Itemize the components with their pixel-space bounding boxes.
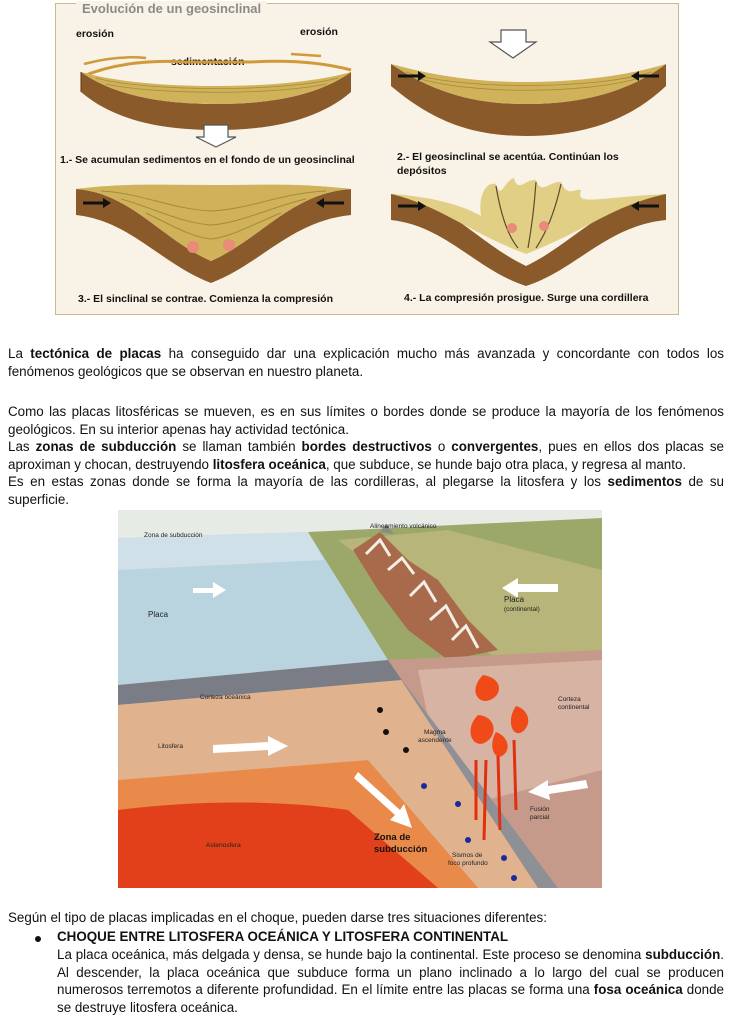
partial-melt-label-1: Fusión <box>530 806 550 813</box>
caption-3: 3.- El sinclinal se contrae. Comienza la compresión <box>78 293 333 305</box>
paragraph-plate-tectonics <box>8 345 724 380</box>
bold-term: zonas de subducción <box>35 439 177 454</box>
stage-2-diagram <box>386 24 671 154</box>
text-run: de su superficie. <box>8 474 724 507</box>
text-run: Es en estas zonas donde se forma la mayoría de las cordilleras, al plegarse la litosfera y los <box>8 474 608 489</box>
text-run: ha conseguido dar una explicación mucho más avanzada y concordante con todos los fenómenos geológicos que se observan en nuestro planeta. <box>8 346 725 379</box>
bold-term: sedimentos <box>607 474 682 489</box>
text-run: donde se destruye litosfera oceánica. <box>57 982 724 1015</box>
bold-term: litosfera oceánica <box>212 456 326 472</box>
text-run: La placa oceánica, más delgada y densa, se hunde bajo la continental. Este proceso se denomina <box>57 947 646 962</box>
paragraph-plate-boundaries <box>8 403 724 508</box>
erosion-label-right: erosión <box>300 26 338 38</box>
continental-crust-label-2: continental <box>558 704 590 711</box>
bold-term: convergentes <box>451 439 539 454</box>
erosion-label-left: erosión <box>76 28 114 40</box>
figure-title: Evolución de un geosinclinal <box>76 1 267 16</box>
magma-label-1: Magma <box>424 729 446 736</box>
magma-label-2: ascendente <box>418 737 452 744</box>
text-run: o <box>431 439 452 454</box>
caption-2b: depósitos <box>397 165 447 177</box>
stage-3-diagram <box>71 179 356 289</box>
volcanic-alignment-label: Alineamiento volcánico <box>370 523 437 530</box>
subduction-diagram <box>118 510 602 888</box>
subduction-zone-top-label: Zona de subducción <box>144 532 203 539</box>
sedimentation-label: sedimentación <box>171 56 245 68</box>
stage-1-diagram <box>76 42 356 152</box>
subduction-figure <box>118 510 602 888</box>
bullet-marker <box>35 936 41 942</box>
text-run: se llaman también <box>176 439 302 454</box>
lithosphere-label: Litosfera <box>158 743 183 750</box>
continental-crust-label-1: Corteza <box>558 696 581 703</box>
text-run: La <box>8 346 31 361</box>
oceanic-crust-label: Corteza oceánica <box>200 694 251 701</box>
stage-4-diagram <box>386 176 671 288</box>
text-run: . Al descender, la placa oceánica que subduce forma un plano inclinado a lo largo del cual se producen numerosos terremotos a diferente profundidad. En el límite entre las placas se forma una <box>57 947 724 997</box>
bold-term: subducción <box>645 947 721 962</box>
text-run: , pues en ellos dos placas se aproximan y chocan, destruyendo <box>8 439 724 472</box>
bold-term: bordes destructivos <box>301 439 432 454</box>
deep-quakes-label-1: Sismos de <box>452 852 483 859</box>
oceanic-plate-label: Placa <box>148 610 169 619</box>
geosyncline-figure <box>55 3 679 315</box>
bullet-heading: CHOQUE ENTRE LITOSFERA OCEÁNICA Y LITOSFERA CONTINENTAL <box>57 929 509 944</box>
caption-2a: 2.- El geosinclinal se acentúa. Continúan los <box>397 151 619 163</box>
paragraph-ocean-continent <box>57 946 724 1016</box>
deep-quakes-label-2: foco profundo <box>448 860 488 867</box>
continental-plate-label: Placa <box>504 595 525 604</box>
bold-term: fosa oceánica <box>593 982 683 997</box>
paragraph-three-situations: Según el tipo de placas implicadas en el choque, pueden darse tres situaciones diferentes: <box>8 910 547 925</box>
text-run: Como las placas litosféricas se mueven, es en sus límites o bordes donde se produce la mayoría de los fenómenos geológicos. En su interior apenas hay actividad tectónica. <box>8 404 724 437</box>
bold-term: tectónica de placas <box>30 346 162 361</box>
text-run: Las <box>8 439 36 454</box>
continental-plate-sub-label: (continental) <box>504 606 540 613</box>
subduction-zone-label-2: subducción <box>374 844 428 855</box>
caption-1: 1.- Se acumulan sedimentos en el fondo de un geosinclinal <box>60 154 355 166</box>
partial-melt-label-2: parcial <box>530 814 550 821</box>
caption-4: 4.- La compresión prosigue. Surge una cordillera <box>404 292 649 304</box>
subduction-zone-label-1: Zona de <box>374 832 411 843</box>
asthenosphere-label: Astenosfera <box>206 842 241 849</box>
text-run: , que subduce, se hunde bajo otra placa, y regresa al manto. <box>325 456 687 472</box>
